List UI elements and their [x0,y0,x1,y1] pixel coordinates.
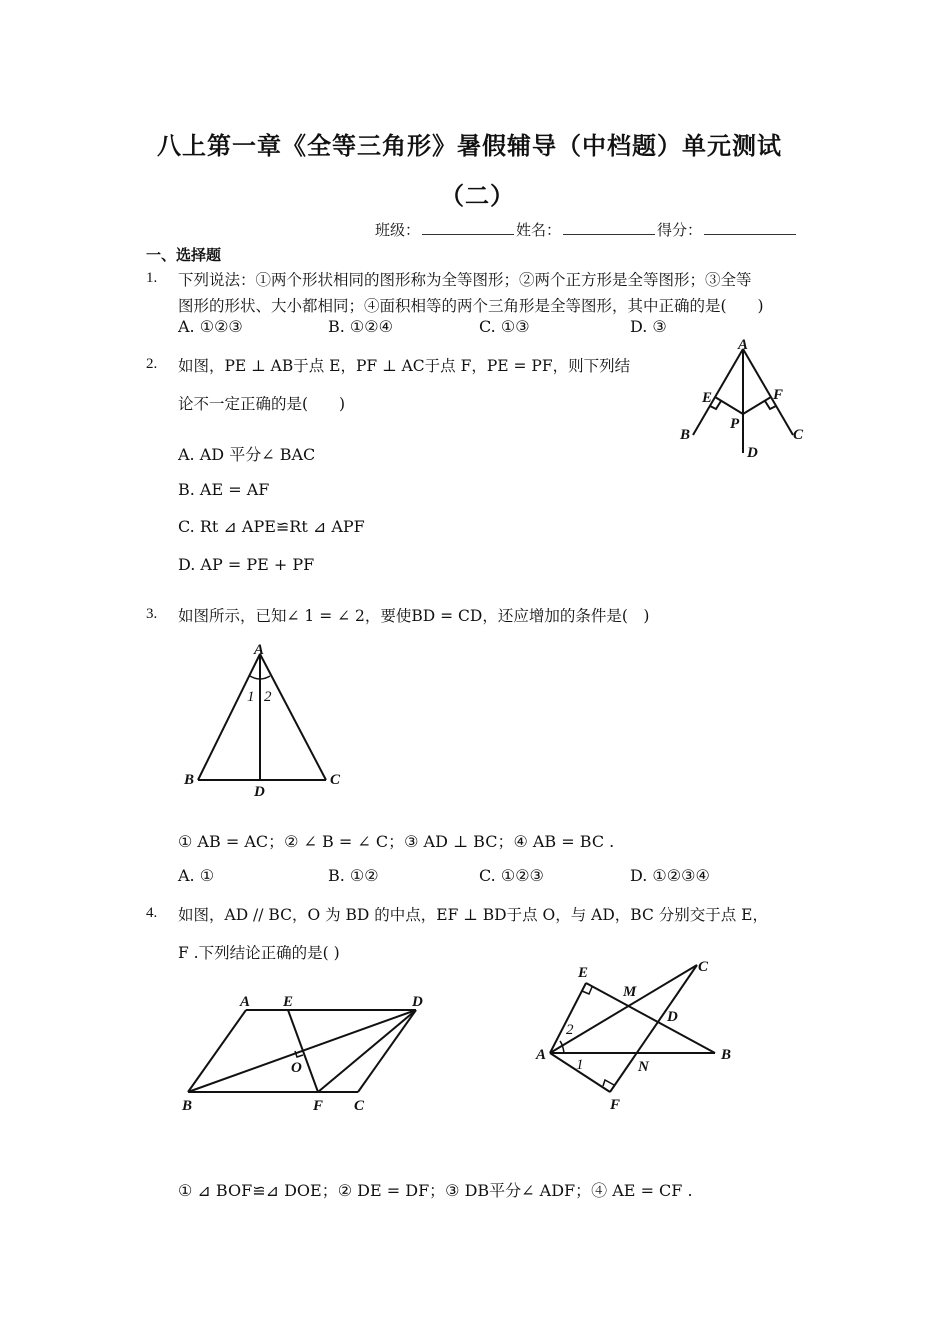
q2-option-b[interactable]: B. AE = AF [178,480,270,499]
q1-option-c[interactable]: C. ①③ [479,317,530,336]
q1-option-b[interactable]: B. ①②④ [328,317,393,336]
q3-conditions: ① AB = AC；② ∠ B = ∠ C；③ AD ⊥ BC；④ AB = BC . [178,832,615,851]
q3-option-a[interactable]: A. ① [178,866,215,885]
q4r-label-2: 2 [566,1022,574,1038]
q4r-label-b: B [721,1047,732,1063]
q1-line1: 下列说法：①两个形状相同的图形称为全等图形；②两个正方形是全等图形；③全等 [178,271,752,289]
q3-option-d[interactable]: D. ①②③④ [630,866,710,885]
q4-figure-right [530,955,750,1115]
q3-label-b: B [184,772,195,788]
q2-label-e: E [702,390,713,406]
q2-option-a[interactable]: A. AD 平分∠ BAC [178,445,316,464]
class-label: 班级： [375,221,421,239]
q3-label-c: C [330,772,341,788]
class-blank[interactable] [422,220,514,235]
q4l-label-f: F [313,1098,324,1114]
q2-label-p: P [730,416,740,432]
q4-line1: 如图，AD // BC，O 为 BD 的中点，EF ⊥ BD于点 O，与 AD，BC 分别交于点 E， [178,906,768,924]
q3-option-c[interactable]: C. ①②③ [479,866,544,885]
q4l-label-c: C [354,1098,365,1114]
q2-option-d[interactable]: D. AP = PE + PF [178,555,315,574]
q3-label-2: 2 [264,689,272,705]
q3-label-a: A [254,642,265,658]
q4r-label-a: A [536,1047,547,1063]
q2-label-d: D [747,445,758,461]
q2-label-f: F [773,387,784,403]
q4-number: 4. [146,905,158,921]
q2-number: 2. [146,356,158,372]
q1-number: 1. [146,270,158,286]
q3-label-1: 1 [247,689,255,705]
q2-label-b: B [680,427,691,443]
q4l-label-b: B [182,1098,193,1114]
q3-figure-lines [198,654,326,780]
score-label: 得分： [657,221,703,239]
q4r-label-e: E [578,965,589,981]
q2-option-c[interactable]: C. Rt ⊿ APE≌Rt ⊿ APF [178,517,365,536]
q1-option-d[interactable]: D. ③ [630,317,667,336]
q2-line1: 如图，PE ⊥ AB于点 E，PF ⊥ AC于点 F，PE = PF，则下列结 [178,357,631,375]
q2-label-c: C [793,427,804,443]
q2-figure [670,335,815,465]
q3-line1: 如图所示，已知∠ 1 = ∠ 2，要使BD = CD，还应增加的条件是( ) [178,607,650,625]
q4r-label-n: N [638,1059,649,1075]
section-heading: 一、选择题 [146,246,222,264]
student-info [375,219,798,240]
q4l-label-d: D [412,994,423,1010]
q4r-label-c: C [698,959,709,975]
q1-option-a[interactable]: A. ①②③ [178,317,243,336]
page-title: 八上第一章《全等三角形》暑假辅导（中档题）单元测试 [157,132,782,160]
q4r-label-f: F [610,1097,621,1113]
q4-figure-left [176,990,436,1120]
name-blank[interactable] [563,220,655,235]
q4r-label-1: 1 [576,1057,584,1073]
q4-left-lines [188,1010,416,1092]
name-label: 姓名： [516,221,562,239]
q4-line2: F .下列结论正确的是( ) [178,944,340,962]
q4l-label-e: E [283,994,294,1010]
page-subtitle: （二） [440,182,515,210]
q1-line2: 图形的形状、大小都相同；④面积相等的两个三角形是全等图形，其中正确的是( ) [178,297,764,315]
q3-label-d: D [254,784,265,800]
q4r-label-m: M [623,984,637,1000]
q3-figure [178,638,348,803]
q4l-label-o: O [291,1060,302,1076]
q3-number: 3. [146,606,158,622]
score-blank[interactable] [704,220,796,235]
q2-label-a: A [738,337,749,353]
q2-line2: 论不一定正确的是( ) [178,395,346,413]
q4r-label-d: D [667,1009,678,1025]
q3-option-b[interactable]: B. ①② [328,866,379,885]
q4-conclusions: ① ⊿ BOF≌⊿ DOE；② DE = DF；③ DB平分∠ ADF；④ AE = CF . [178,1181,693,1200]
q4l-label-a: A [240,994,251,1010]
